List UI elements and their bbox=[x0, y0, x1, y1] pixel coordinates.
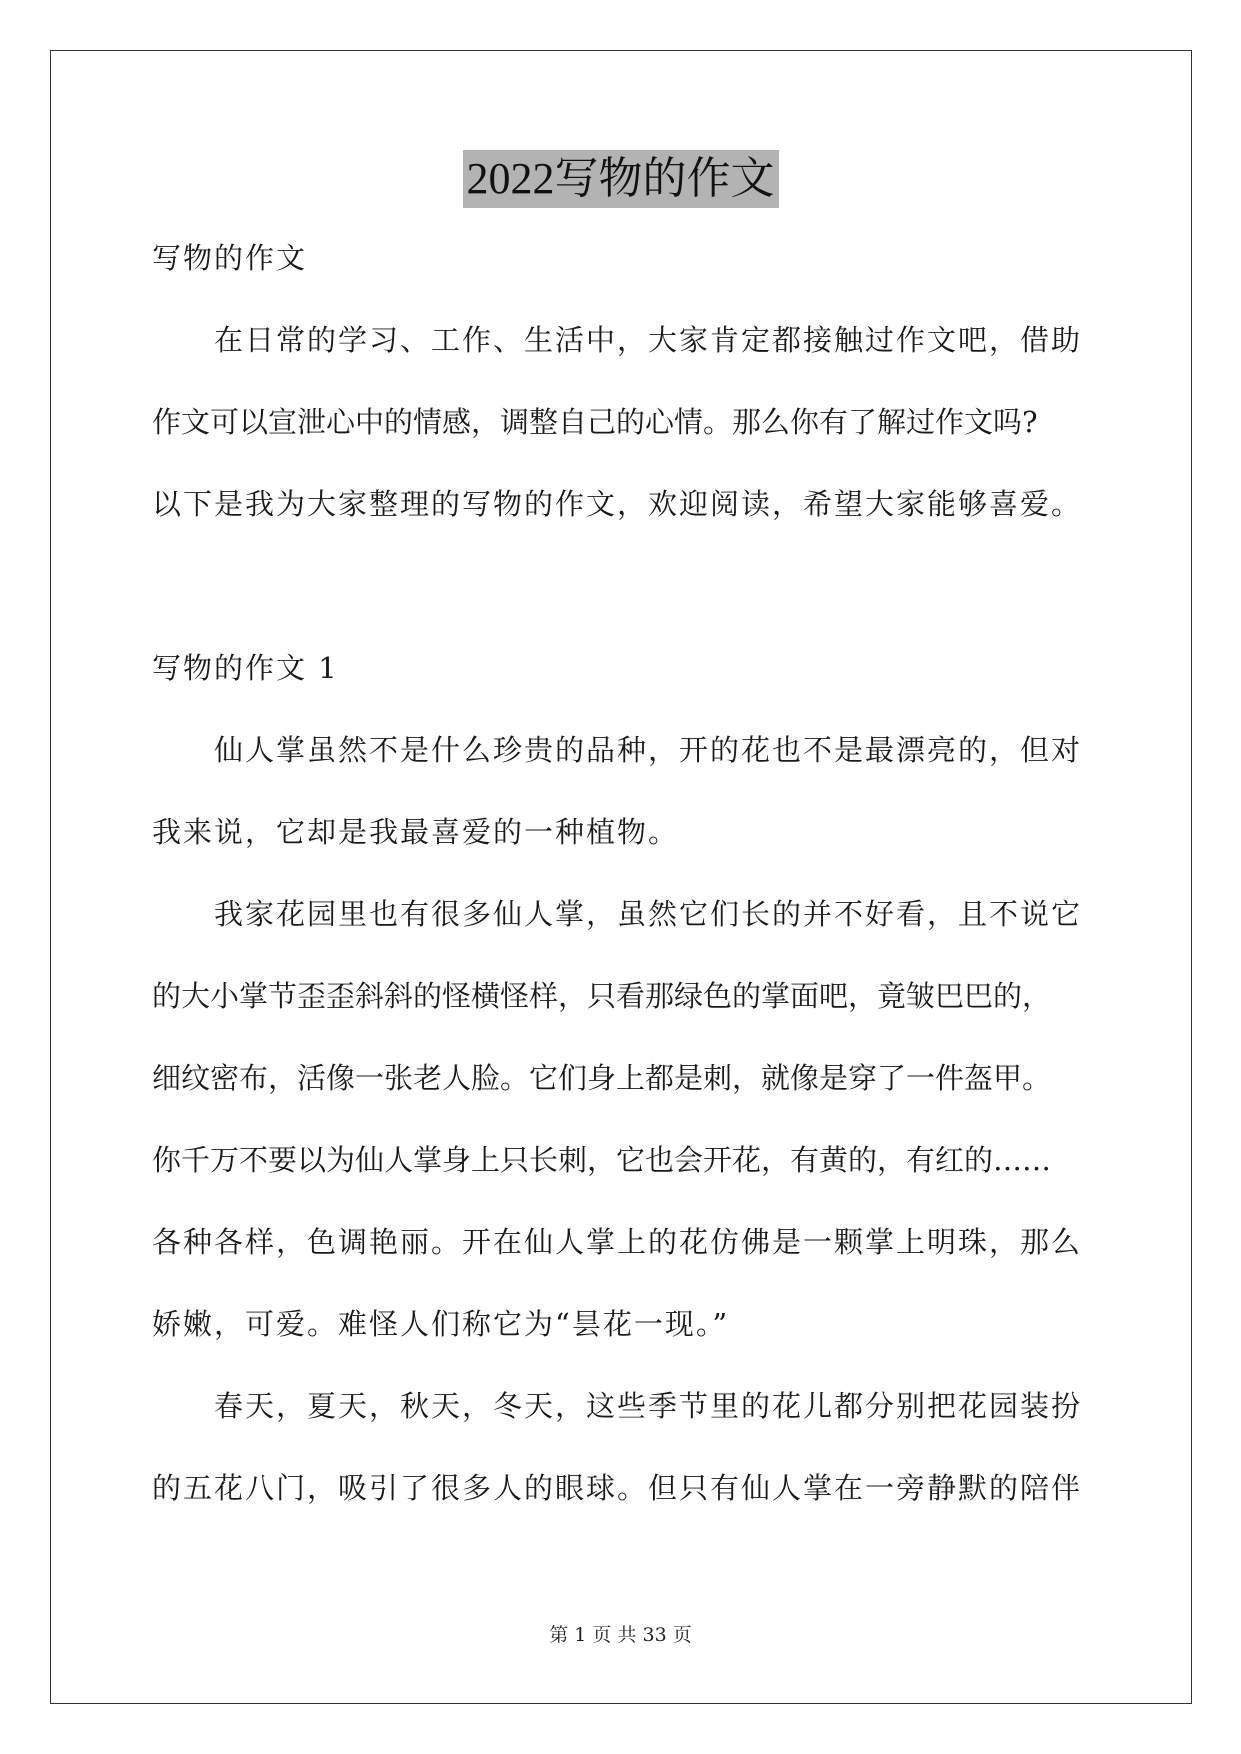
paragraph-line: 娇嫩，可爱。难怪人们称它为“昙花一现。” bbox=[152, 1307, 730, 1341]
spacer bbox=[152, 560, 1092, 642]
document-title: 2022写物的作文 bbox=[463, 150, 779, 208]
subheading: 写物的作文 bbox=[152, 241, 308, 275]
paragraph-line: 春天，夏天，秋天，冬天，这些季节里的花儿都分别把花园装扮 bbox=[214, 1389, 1083, 1423]
intro-line: 在日常的学习、工作、生活中，大家肯定都接触过作文吧，借助 bbox=[214, 323, 1083, 357]
intro-line: 以下是我为大家整理的写物的作文，欢迎阅读，希望大家能够喜爱。 bbox=[152, 487, 1083, 521]
paragraph-line: 仙人掌虽然不是什么珍贵的品种，开的花也不是最漂亮的，但对 bbox=[214, 733, 1083, 767]
paragraph-line: 各种各样，色调艳丽。开在仙人掌上的花仿佛是一颗掌上明珠，那么 bbox=[152, 1225, 1083, 1259]
paragraph-line: 细纹密布，活像一张老人脸。它们身上都是刺，就像是穿了一件盔甲。 bbox=[152, 1061, 1052, 1095]
page-number: 第 1 页 共 33 页 bbox=[549, 1624, 692, 1646]
paragraph-line: 你千万不要以为仙人掌身上只长刺，它也会开花，有黄的，有红的…… bbox=[152, 1143, 1052, 1177]
section-heading: 写物的作文 1 bbox=[152, 651, 339, 685]
paragraph-line: 的大小掌节歪歪斜斜的怪横怪样，只看那绿色的掌面吧，竟皱巴巴的， bbox=[152, 979, 1052, 1013]
paragraph-line: 我家花园里也有很多仙人掌，虽然它们长的并不好看，且不说它 bbox=[214, 897, 1083, 931]
document-body bbox=[152, 232, 1092, 1544]
title-container bbox=[0, 150, 1241, 208]
paragraph-line: 我来说，它却是我最喜爱的一种植物。 bbox=[152, 815, 680, 849]
intro-line: 作文可以宣泄心中的情感，调整自己的心情。那么你有了解过作文吗? bbox=[152, 405, 1038, 439]
paragraph-line: 的五花八门，吸引了很多人的眼球。但只有仙人掌在一旁静默的陪伴 bbox=[152, 1471, 1083, 1505]
